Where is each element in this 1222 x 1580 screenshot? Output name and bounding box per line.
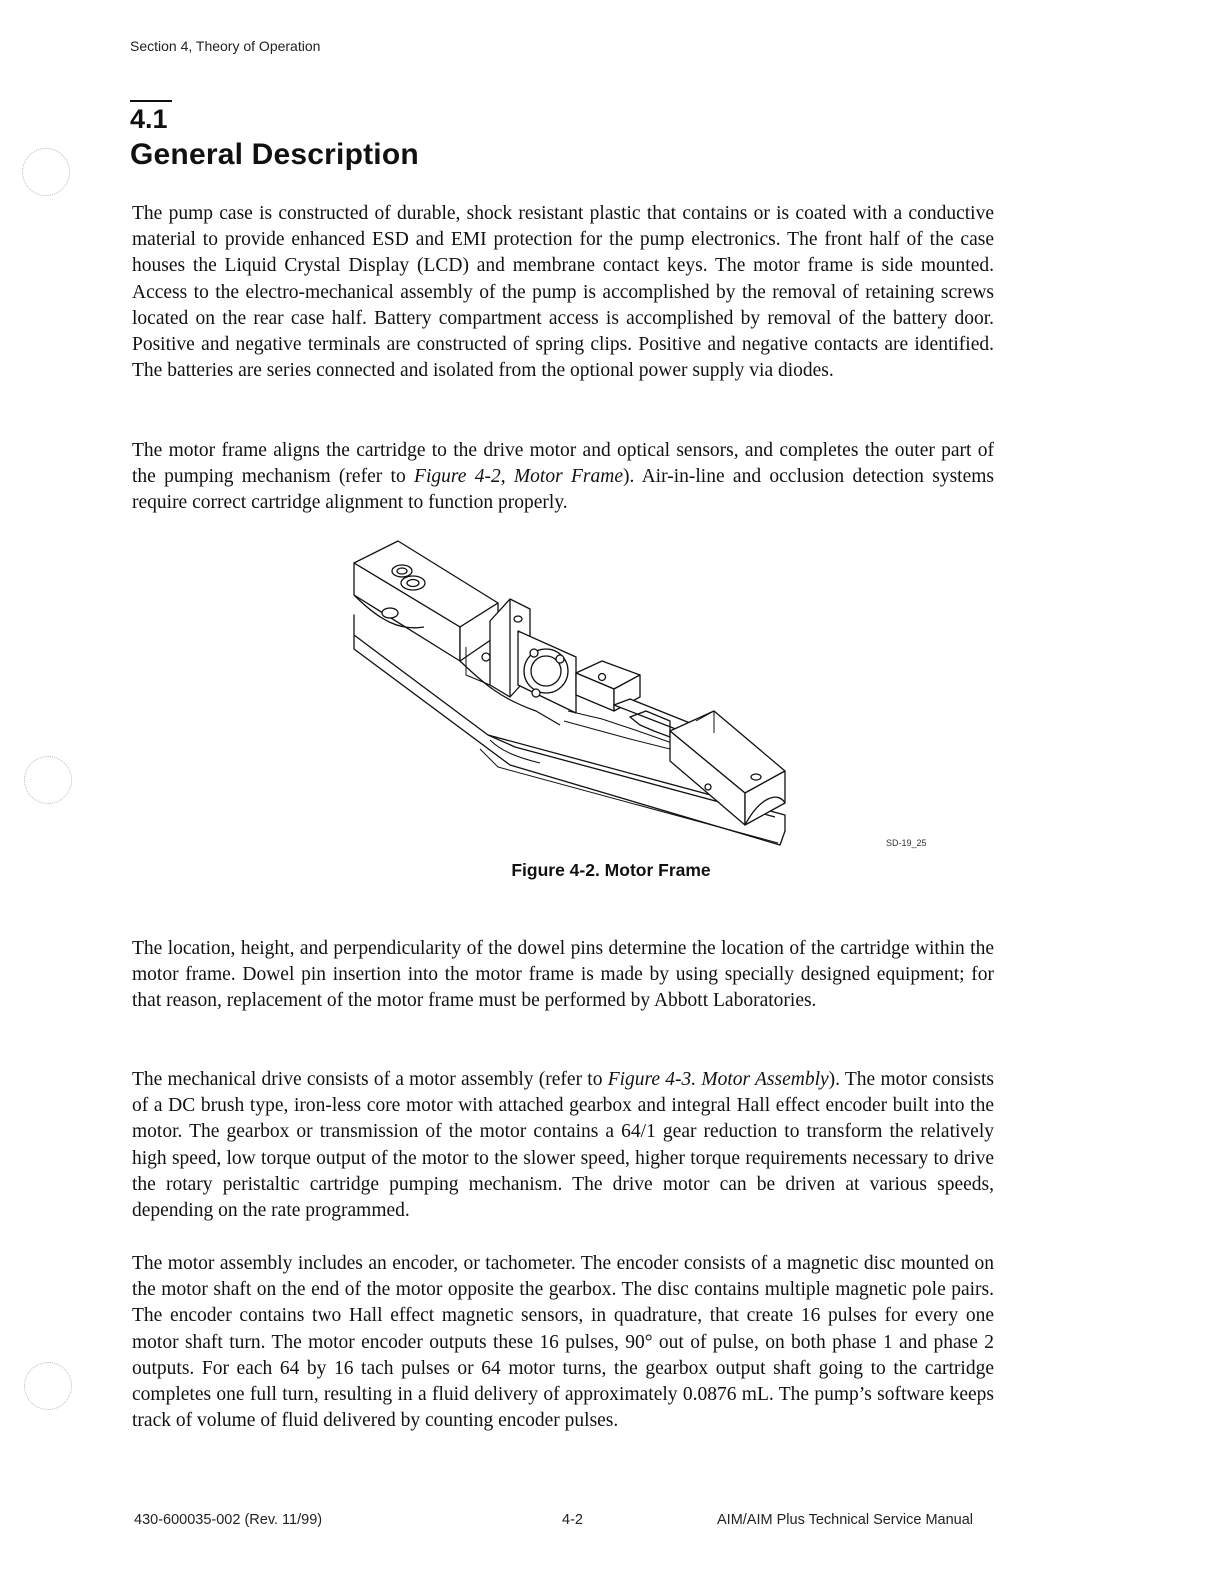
paragraph-motor-frame: [132, 438, 994, 517]
section-rule: [130, 100, 172, 102]
punch-hole-mark: [24, 1362, 72, 1410]
punch-hole-mark: [22, 148, 70, 196]
footer-page-number: 4-2: [562, 1512, 583, 1528]
paragraph-text: The motor frame aligns the cartridge to the drive motor and optical sensors, and completes the outer part of the pumping mechanism (refer to: [132, 440, 994, 488]
paragraph-text: The mechanical drive consists of a motor assembly (refer to: [132, 1069, 608, 1090]
figure-reference: Figure 4-3. Motor Assembly: [607, 1069, 829, 1090]
footer-doc-number: 430-600035-002 (Rev. 11/99): [134, 1512, 323, 1528]
section-title: General Description: [130, 138, 419, 171]
figure-reference: Figure 4-2, Motor Frame: [414, 466, 623, 488]
paragraph-text: ). The motor consists of a DC brush type, iron-less core motor with attached gearbox and integral Hall effect encoder built into the motor. The gearbox or transmission of the motor contains a 64/1 gear reduction to transform the relatively high speed, low torque output of the motor to the slower speed, higher torque requirements necessary to drive the rotary peristaltic cartridge pumping mechanism. The drive motor can be driven at various speeds, depending on the rate programmed.: [132, 1069, 995, 1222]
paragraph-mechanical-drive: [132, 1067, 994, 1224]
paragraph-pump-case: The pump case is constructed of durable, shock resistant plastic that contains or is coated with a conductive material to provide enhanced ESD and EMI protection for the pump electronics. The front half of the case houses the Liquid Crystal Display (LCD) and membrane contact keys. The motor frame is side mounted. Access to the electro-mechanical assembly of the pump is accomplished by the removal of retaining screws located on the rear case half. Battery compartment access is accomplished by removal of the battery door. Positive and negative terminals are constructed of spring clips. Positive and negative contacts are identified. The batteries are series connected and isolated from the optional power supply via diodes.: [132, 203, 994, 382]
paragraph-text: ). Air-in-line and occlusion detection systems require correct cartridge alignment to function properly.: [132, 466, 995, 514]
motor-frame-illustration: [340, 535, 800, 865]
punch-hole-mark: [24, 756, 72, 804]
paragraph-encoder: The motor assembly includes an encoder, or tachometer. The encoder consists of a magnetic disc mounted on the motor shaft on the end of the motor opposite the gearbox. The disc contains multiple magnetic pole pairs. The encoder contains two Hall effect magnetic sensors, in quadrature, that create 16 pulses for every one motor shaft turn. The motor encoder outputs these 16 pulses, 90° out of pulse, on both phase 1 and phase 2 outputs. For each 64 by 16 tach pulses or 64 motor turns, the gearbox output shaft going to the cartridge completes one full turn, resulting in a fluid delivery of approximately 0.0876 mL. The pump’s software keeps track of volume of fluid delivered by counting encoder pulses.: [132, 1253, 994, 1432]
section-number: 4.1: [130, 104, 168, 134]
paragraph-dowel-pins: The location, height, and perpendicularity of the dowel pins determine the location of the cartridge within the motor frame. Dowel pin insertion into the motor frame is made by using specially designed equipment; for that reason, replacement of the motor frame must be performed by Abbott Laboratories.: [132, 938, 994, 1012]
running-header: Section 4, Theory of Operation: [130, 38, 321, 54]
footer-manual-title: AIM/AIM Plus Technical Service Manual: [717, 1512, 974, 1528]
figure-caption: Figure 4-2. Motor Frame: [511, 860, 711, 880]
figure-code: SD-19_25: [886, 838, 927, 848]
